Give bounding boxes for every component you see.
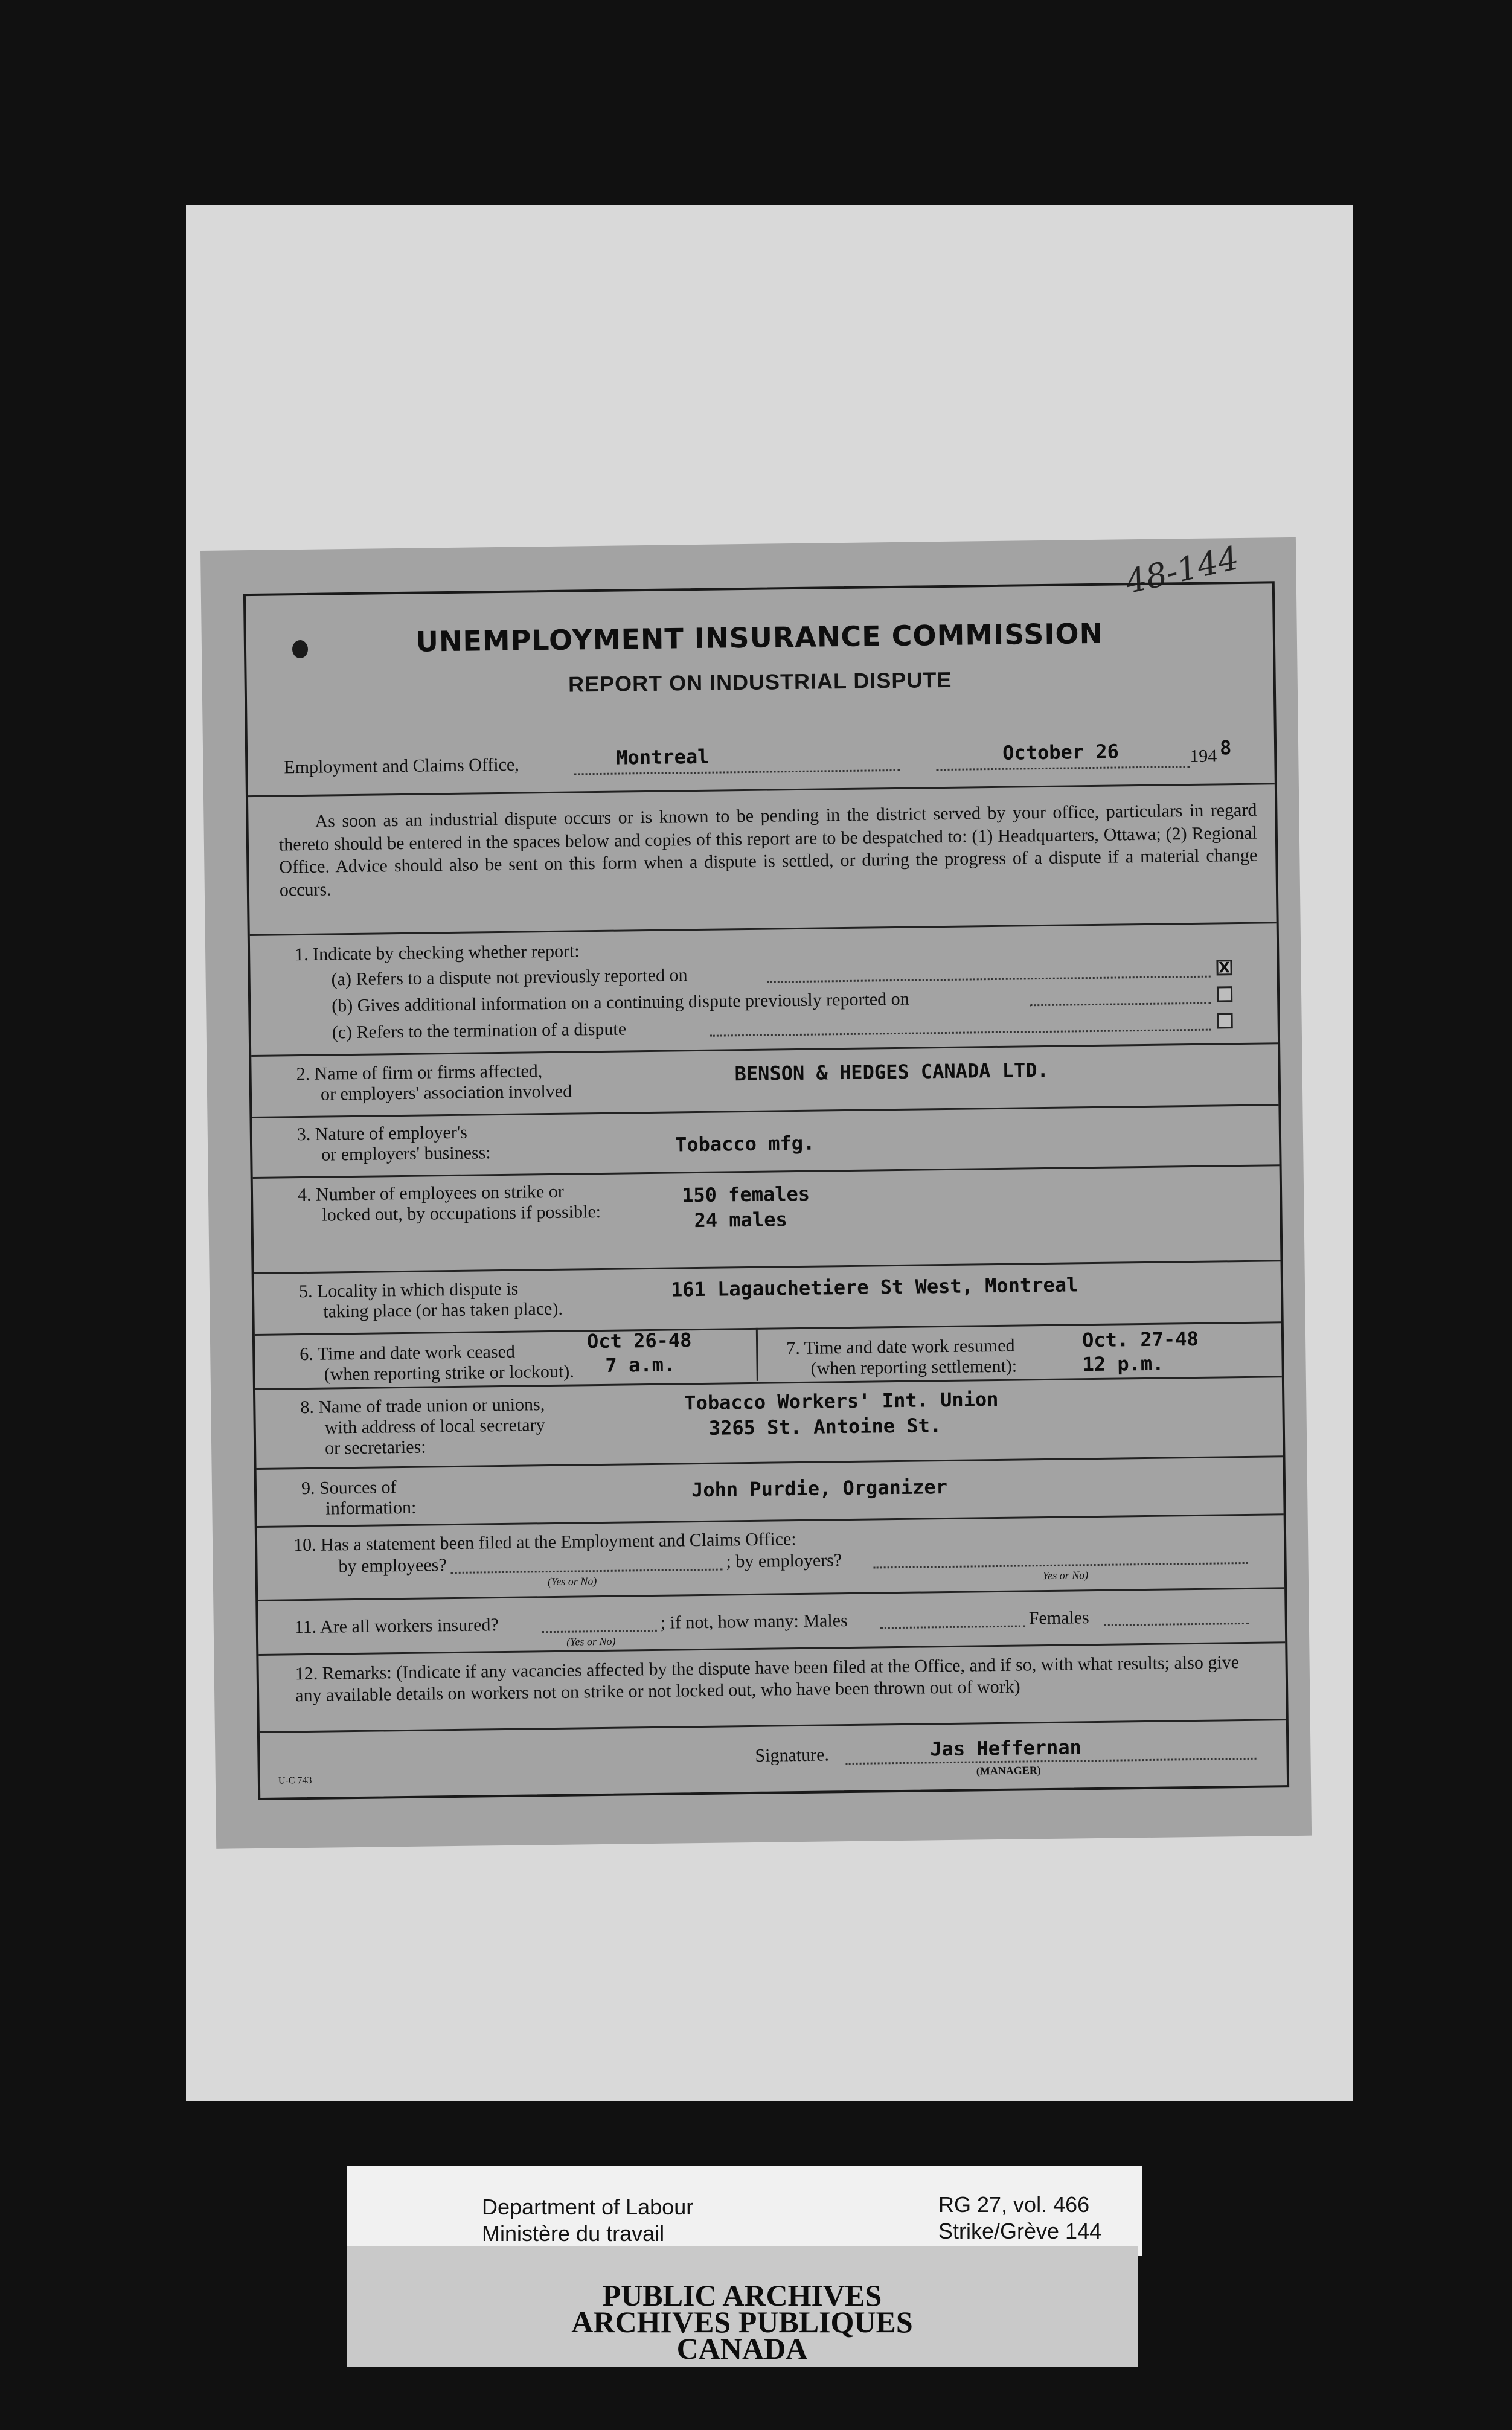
q8-label-3: or secretaries: bbox=[324, 1437, 426, 1458]
q2-value: BENSON & HEDGES CANADA LTD. bbox=[734, 1058, 1049, 1086]
q11-insured-dots bbox=[542, 1630, 657, 1633]
q9-label-1: 9. Sources of bbox=[301, 1477, 397, 1499]
office-value: Montreal bbox=[616, 745, 710, 769]
q11-females-dots bbox=[1104, 1623, 1249, 1626]
dept-french: Ministère du travail bbox=[482, 2221, 665, 2246]
q8-label-1: 8. Name of trade union or unions, bbox=[300, 1394, 545, 1418]
q1-option-c: (c) Refers to the termination of a dispute bbox=[332, 1019, 627, 1043]
q2-label-2: or employers' association involved bbox=[320, 1081, 572, 1104]
q11-if-not: ; if not, how many: Males bbox=[660, 1611, 848, 1633]
q6-label-2: (when reporting strike or lockout). bbox=[324, 1361, 574, 1385]
q9-value: John Purdie, Organizer bbox=[691, 1475, 948, 1502]
office-label: Employment and Claims Office, bbox=[284, 754, 519, 778]
q10-employers-dots bbox=[874, 1562, 1248, 1569]
q4-value-1: 150 females bbox=[681, 1182, 810, 1207]
q5-label-2: taking place (or has taken place). bbox=[323, 1298, 563, 1322]
divider bbox=[250, 922, 1277, 936]
q10-by-employers: ; by employers? bbox=[726, 1550, 842, 1572]
q1-checkbox-a[interactable]: X bbox=[1216, 960, 1232, 975]
q6-value-2: 7 a.m. bbox=[605, 1353, 676, 1377]
divider bbox=[248, 783, 1275, 797]
q7-label-1: 7. Time and date work resumed bbox=[786, 1335, 1015, 1359]
q12-remarks: 12. Remarks: (Indicate if any vacancies affected by the dispute have been filed at the Office, and if so, with what results; also give any available details on workers not on strike or not locked out, who have been thrown out of work) bbox=[295, 1652, 1240, 1706]
form-frame bbox=[243, 581, 1289, 1800]
q4-label-1: 4. Number of employees on strike or bbox=[297, 1181, 564, 1205]
q1-checkbox-b[interactable] bbox=[1217, 986, 1232, 1002]
archive-label bbox=[347, 2166, 1142, 2256]
divider bbox=[253, 1164, 1280, 1179]
q8-label-2: with address of local secretary bbox=[324, 1415, 545, 1438]
q10-yes-no-2: Yes or No) bbox=[1042, 1569, 1089, 1582]
stamp-line-1: PUBLIC ARCHIVES bbox=[602, 2278, 882, 2312]
office-dots bbox=[574, 769, 900, 775]
dept-english: Department of Labour bbox=[482, 2194, 694, 2219]
q1-b-dots bbox=[1030, 1002, 1211, 1007]
q6-label-1: 6. Time and date work ceased bbox=[300, 1341, 516, 1365]
manager-label: (MANAGER) bbox=[976, 1764, 1041, 1777]
q3-label-1: 3. Nature of employer's bbox=[296, 1122, 467, 1145]
q11-label: 11. Are all workers insured? bbox=[294, 1615, 499, 1638]
q4-label-2: locked out, by occupations if possible: bbox=[322, 1201, 601, 1225]
q5-value: 161 Lagauchetiere St West, Montreal bbox=[670, 1273, 1078, 1301]
q10-yes-no-1: (Yes or No) bbox=[547, 1575, 597, 1588]
signature-label: Signature. bbox=[755, 1745, 830, 1766]
date-value: October 26 bbox=[1002, 740, 1120, 765]
q10-label: 10. Has a statement been filed at the Employment and Claims Office: bbox=[293, 1529, 796, 1556]
year-prefix: 194 bbox=[1190, 746, 1217, 767]
q7-label-2: (when reporting settlement): bbox=[810, 1356, 1017, 1379]
q10-by-employees: by employees? bbox=[338, 1555, 447, 1577]
divider bbox=[258, 1587, 1284, 1601]
stamp-line-3: CANADA bbox=[676, 2332, 808, 2365]
q1-a-dots bbox=[767, 976, 1211, 983]
q7-value-1: Oct. 27-48 bbox=[1081, 1327, 1199, 1352]
q3-value: Tobacco mfg. bbox=[674, 1131, 815, 1156]
form-card bbox=[200, 537, 1312, 1849]
archive-stamp bbox=[347, 2246, 1138, 2367]
divider bbox=[260, 1719, 1286, 1733]
handwritten-reference: 48-144 bbox=[1121, 539, 1243, 601]
q11-yes-no: (Yes or No) bbox=[566, 1635, 616, 1648]
q4-value-2: 24 males bbox=[694, 1208, 787, 1233]
column-divider bbox=[756, 1328, 758, 1381]
q11-females: Females bbox=[1028, 1608, 1089, 1629]
archive-strike-number: Strike/Grève 144 bbox=[938, 2219, 1102, 2243]
q6-value-1: Oct 26-48 bbox=[586, 1329, 692, 1353]
form-subtitle: REPORT ON INDUSTRIAL DISPUTE bbox=[568, 667, 952, 697]
q11-males-dots bbox=[880, 1625, 1025, 1629]
q1-checkbox-c[interactable] bbox=[1217, 1013, 1232, 1028]
archive-reference: RG 27, vol. 466 bbox=[938, 2192, 1090, 2217]
form-code: U-C 743 bbox=[278, 1775, 312, 1786]
q1-option-b: (b) Gives additional information on a continuing dispute previously reported on bbox=[332, 989, 909, 1016]
q9-label-2: information: bbox=[325, 1497, 417, 1519]
q7-value-2: 12 p.m. bbox=[1082, 1351, 1164, 1376]
divider bbox=[252, 1104, 1278, 1118]
date-dots bbox=[937, 766, 1190, 771]
q8-value-1: Tobacco Workers' Int. Union bbox=[684, 1387, 999, 1415]
divider bbox=[254, 1260, 1281, 1274]
q2-label-1: 2. Name of firm or firms affected, bbox=[296, 1061, 543, 1085]
divider bbox=[251, 1042, 1278, 1057]
q10-employees-dots bbox=[451, 1569, 723, 1574]
q3-label-2: or employers' business: bbox=[321, 1143, 491, 1165]
year-suffix: 8 bbox=[1219, 736, 1232, 760]
stamp-line-2: ARCHIVES PUBLIQUES bbox=[571, 2305, 913, 2339]
q5-label-1: 5. Locality in which dispute is bbox=[298, 1278, 519, 1302]
q1-c-dots bbox=[710, 1029, 1211, 1037]
q1-label: 1. Indicate by checking whether report: bbox=[294, 941, 580, 965]
q1-option-a: (a) Refers to a dispute not previously reported on bbox=[331, 965, 688, 990]
intro-text: As soon as an industrial dispute occurs or is known to be pending in the district served by your office, particulars in regard thereto should be entered in the spaces below and copies of this report are to be despatched to: (1) Headquarters, Ottawa; (2) Regional Office. Advice should also be sent on this form when a dispute is settled, or during the progress of a dispute if a material change occurs. bbox=[278, 800, 1258, 900]
form-title: UNEMPLOYMENT INSURANCE COMMISSION bbox=[415, 617, 1104, 658]
signature-value: Jas Heffernan bbox=[930, 1736, 1081, 1761]
q8-value-2: 3265 St. Antoine St. bbox=[708, 1414, 942, 1440]
